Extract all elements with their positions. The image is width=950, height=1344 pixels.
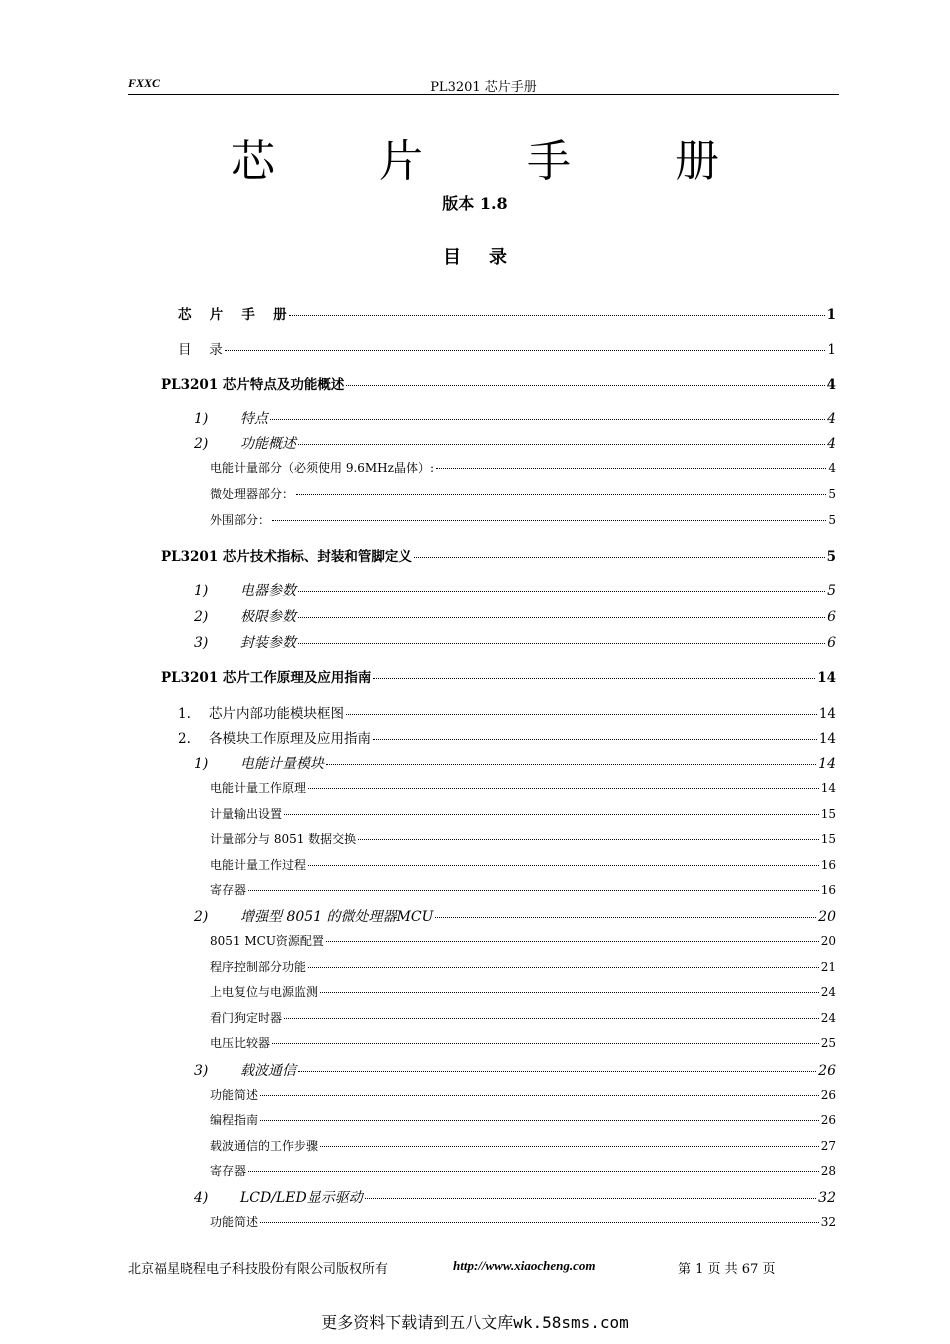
toc-entry-label: 电能计量部分（必须使用 9.6MHz晶体）: <box>210 461 435 475</box>
toc-entry[interactable] <box>210 1213 836 1233</box>
header-logo-text: FXXC <box>128 76 161 90</box>
toc-entry-page: 24 <box>820 1011 836 1025</box>
toc-entry[interactable] <box>210 983 836 1003</box>
toc-entry-label: 程序控制部分功能 <box>210 960 307 974</box>
toc-entry-label: 微处理器部分： <box>210 487 295 501</box>
toc-entry[interactable] <box>210 1111 836 1131</box>
toc-entry-label: 芯片内部功能模块框图 <box>209 706 344 722</box>
toc-entry-number: 2. <box>178 731 191 747</box>
header-title: PL3201 芯片手册 <box>430 80 537 95</box>
toc-entry[interactable] <box>210 1009 836 1029</box>
toc-entry-page: 24 <box>820 985 836 999</box>
toc-heading <box>0 243 950 269</box>
toc-entry-page: 1 <box>826 307 836 323</box>
title-char: 册 <box>675 136 719 187</box>
toc-leader-dots <box>260 1222 819 1223</box>
toc-entry[interactable] <box>210 830 836 850</box>
footer-page-info: 第 1 页 共 67 页 <box>678 1262 776 1277</box>
toc-entry-label: 封装参数 <box>240 635 296 651</box>
toc-entry-page: 4 <box>827 436 836 452</box>
toc-entry[interactable] <box>210 1137 836 1157</box>
toc-leader-dots <box>248 890 819 891</box>
toc-leader-dots <box>373 739 817 740</box>
toc-entry-number: 4) <box>194 1190 209 1206</box>
toc-entry-page: 14 <box>818 731 836 747</box>
toc-leader-dots <box>225 350 826 351</box>
toc-leader-dots <box>346 385 824 386</box>
toc-entry[interactable] <box>194 906 836 926</box>
toc-entry-page: 6 <box>827 635 836 651</box>
toc-entry-label: 外围部分： <box>210 513 271 527</box>
toc-entry-page: 1 <box>827 342 836 358</box>
toc-entry-page: 16 <box>820 858 836 872</box>
toc-leader-dots <box>272 520 826 521</box>
toc-entry-number: 1) <box>194 411 209 427</box>
toc-entry-label: 电器参数 <box>240 583 296 599</box>
toc-leader-dots <box>326 941 819 942</box>
toc-entry-page: 26 <box>818 1063 836 1079</box>
toc-entry-page: 28 <box>820 1164 836 1178</box>
toc-entry-label: 各模块工作原理及应用指南 <box>209 731 371 747</box>
footer-copyright: 北京福星晓程电子科技股份有限公司版权所有 <box>128 1262 389 1277</box>
toc-entry-label: 电能计量工作原理 <box>210 781 307 795</box>
toc-leader-dots <box>298 643 825 644</box>
toc-entry-label: 上电复位与电源监测 <box>210 985 319 999</box>
toc-entry-page: 21 <box>820 960 836 974</box>
toc-entry-label: 编程指南 <box>210 1113 259 1127</box>
toc-entry-number: 1) <box>194 583 209 599</box>
toc-entry[interactable] <box>161 545 836 565</box>
toc-entry-label: 极限参数 <box>240 609 296 625</box>
toc-entry-label: 寄存器 <box>210 1164 247 1178</box>
toc-entry[interactable] <box>210 856 836 876</box>
toc-entry-page: 14 <box>817 670 836 686</box>
toc-entry-label: PL3201 芯片特点及功能概述 <box>161 377 345 393</box>
toc-entry[interactable] <box>210 1162 836 1182</box>
toc-entry-label: 看门狗定时器 <box>210 1011 283 1025</box>
toc-entry-label: 特点 <box>240 411 268 427</box>
toc-entry-label: 增强型 8051 的微处理器MCU <box>240 909 434 925</box>
toc-leader-dots <box>414 557 825 558</box>
toc-entry-page: 15 <box>820 807 836 821</box>
toc-entry[interactable] <box>178 727 836 747</box>
toc-entry-label: 计量输出设置 <box>210 807 283 821</box>
toc-entry-page: 6 <box>827 609 836 625</box>
toc-entry-number: 3) <box>194 635 209 651</box>
toc-entry-label: 寄存器 <box>210 883 247 897</box>
toc-entry[interactable] <box>210 805 836 825</box>
toc-entry-page: 16 <box>820 883 836 897</box>
toc-leader-dots <box>326 764 816 765</box>
title-char: 手 <box>527 136 571 187</box>
toc-leader-dots <box>284 814 819 815</box>
toc-entry-page: 15 <box>820 832 836 846</box>
toc-entry-label: 目 录 <box>178 342 223 358</box>
toc-leader-dots <box>270 419 825 420</box>
toc-entry-label: 8051 MCU资源配置 <box>210 934 324 948</box>
toc-entry-label: PL3201 芯片技术指标、封装和管脚定义 <box>161 549 412 565</box>
toc-leader-dots <box>298 617 825 618</box>
toc-entry-page: 4 <box>828 461 836 475</box>
toc-entry-page: 4 <box>826 377 836 393</box>
toc-entry-page: 5 <box>828 513 836 527</box>
toc-entry[interactable] <box>194 632 836 652</box>
toc-leader-dots <box>298 1071 816 1072</box>
toc-entry[interactable] <box>210 511 836 531</box>
toc-leader-dots <box>260 1120 819 1121</box>
toc-entry-page: 5 <box>827 583 836 599</box>
toc-leader-dots <box>320 992 819 993</box>
toc-entry-page: 14 <box>820 781 836 795</box>
toc-entry-label: 载波通信的工作步骤 <box>210 1139 319 1153</box>
toc-leader-dots <box>272 1043 819 1044</box>
toc-entry[interactable] <box>210 459 836 479</box>
toc-entry-label: 芯 片 手 册 <box>178 307 287 323</box>
toc-entry-number: 1. <box>178 706 191 722</box>
toc-entry-label: LCD/LED显示驱动 <box>240 1190 363 1206</box>
toc-entry-page: 26 <box>820 1113 836 1127</box>
toc-entry-page: 25 <box>820 1036 836 1050</box>
toc-entry[interactable] <box>210 1086 836 1106</box>
toc-entry-label: 计量部分与 8051 数据交换 <box>210 832 357 846</box>
toc-entry[interactable] <box>210 932 836 952</box>
document-title <box>0 125 950 189</box>
toc-entry[interactable] <box>178 303 836 323</box>
toc-leader-dots <box>289 315 825 316</box>
toc-heading-char: 目 <box>443 247 461 268</box>
toc-leader-dots <box>358 839 819 840</box>
toc-heading-char: 录 <box>489 247 507 268</box>
toc-entry[interactable] <box>210 958 836 978</box>
toc-entry-page: 4 <box>827 411 836 427</box>
toc-leader-dots <box>373 678 815 679</box>
toc-entry[interactable] <box>194 1187 836 1207</box>
toc-leader-dots <box>298 444 825 445</box>
toc-entry[interactable] <box>194 580 836 600</box>
toc-entry-page: 20 <box>820 934 836 948</box>
toc-entry-label: PL3201 芯片工作原理及应用指南 <box>161 670 372 686</box>
toc-leader-dots <box>284 1018 819 1019</box>
toc-entry-page: 14 <box>818 756 836 772</box>
toc-entry-label: 功能简述 <box>210 1215 259 1229</box>
toc-entry[interactable] <box>210 779 836 799</box>
toc-entry-page: 26 <box>820 1088 836 1102</box>
toc-leader-dots <box>298 591 825 592</box>
toc-leader-dots <box>308 865 819 866</box>
toc-entry[interactable] <box>194 606 836 626</box>
toc-entry[interactable] <box>194 433 836 453</box>
toc-entry-label: 载波通信 <box>240 1063 296 1079</box>
title-char: 芯 <box>231 136 275 187</box>
toc-entry-number: 2) <box>194 909 209 925</box>
toc-entry-label: 电能计量模块 <box>240 756 324 772</box>
toc-entry-number: 2) <box>194 609 209 625</box>
toc-leader-dots <box>320 1146 819 1147</box>
toc-entry-page: 20 <box>818 909 836 925</box>
toc-entry-page: 5 <box>826 549 836 565</box>
toc-leader-dots <box>248 1171 819 1172</box>
toc-entry-label: 功能简述 <box>210 1088 259 1102</box>
toc-entry-label: 电能计量工作过程 <box>210 858 307 872</box>
toc-entry-page: 5 <box>828 487 836 501</box>
toc-entry[interactable] <box>161 373 836 393</box>
toc-entry[interactable] <box>210 1034 836 1054</box>
toc-leader-dots <box>308 788 819 789</box>
toc-entry[interactable] <box>210 881 836 901</box>
watermark-text: 更多资料下载请到五八文库wk.58sms.com <box>321 1313 629 1332</box>
toc-entry-label: 电压比较器 <box>210 1036 271 1050</box>
title-char: 片 <box>379 136 423 187</box>
toc-leader-dots <box>308 967 819 968</box>
toc-entry[interactable] <box>194 408 836 428</box>
toc-entry-page: 14 <box>818 706 836 722</box>
toc-entry[interactable] <box>194 1060 836 1080</box>
page-header <box>128 74 839 95</box>
toc-leader-dots <box>436 468 826 469</box>
toc-entry-label: 功能概述 <box>240 436 296 452</box>
toc-entry[interactable] <box>210 485 836 505</box>
toc-leader-dots <box>296 494 826 495</box>
toc-entry-number: 2) <box>194 436 209 452</box>
toc-entry-page: 27 <box>820 1139 836 1153</box>
toc-entry-number: 3) <box>194 1063 209 1079</box>
toc-entry[interactable] <box>194 753 836 773</box>
toc-leader-dots <box>365 1198 816 1199</box>
toc-leader-dots <box>346 714 817 715</box>
toc-leader-dots <box>260 1095 819 1096</box>
toc-entry-number: 1) <box>194 756 209 772</box>
toc-entry[interactable] <box>178 702 836 722</box>
toc-leader-dots <box>435 917 816 918</box>
version-label: 版本 1.8 <box>442 194 508 213</box>
toc-entry-page: 32 <box>820 1215 836 1229</box>
toc-entry[interactable] <box>178 338 836 358</box>
toc-entry-page: 32 <box>818 1190 836 1206</box>
toc-entry[interactable] <box>161 666 836 686</box>
footer-url[interactable]: http://www.xiaocheng.com <box>453 1258 596 1273</box>
